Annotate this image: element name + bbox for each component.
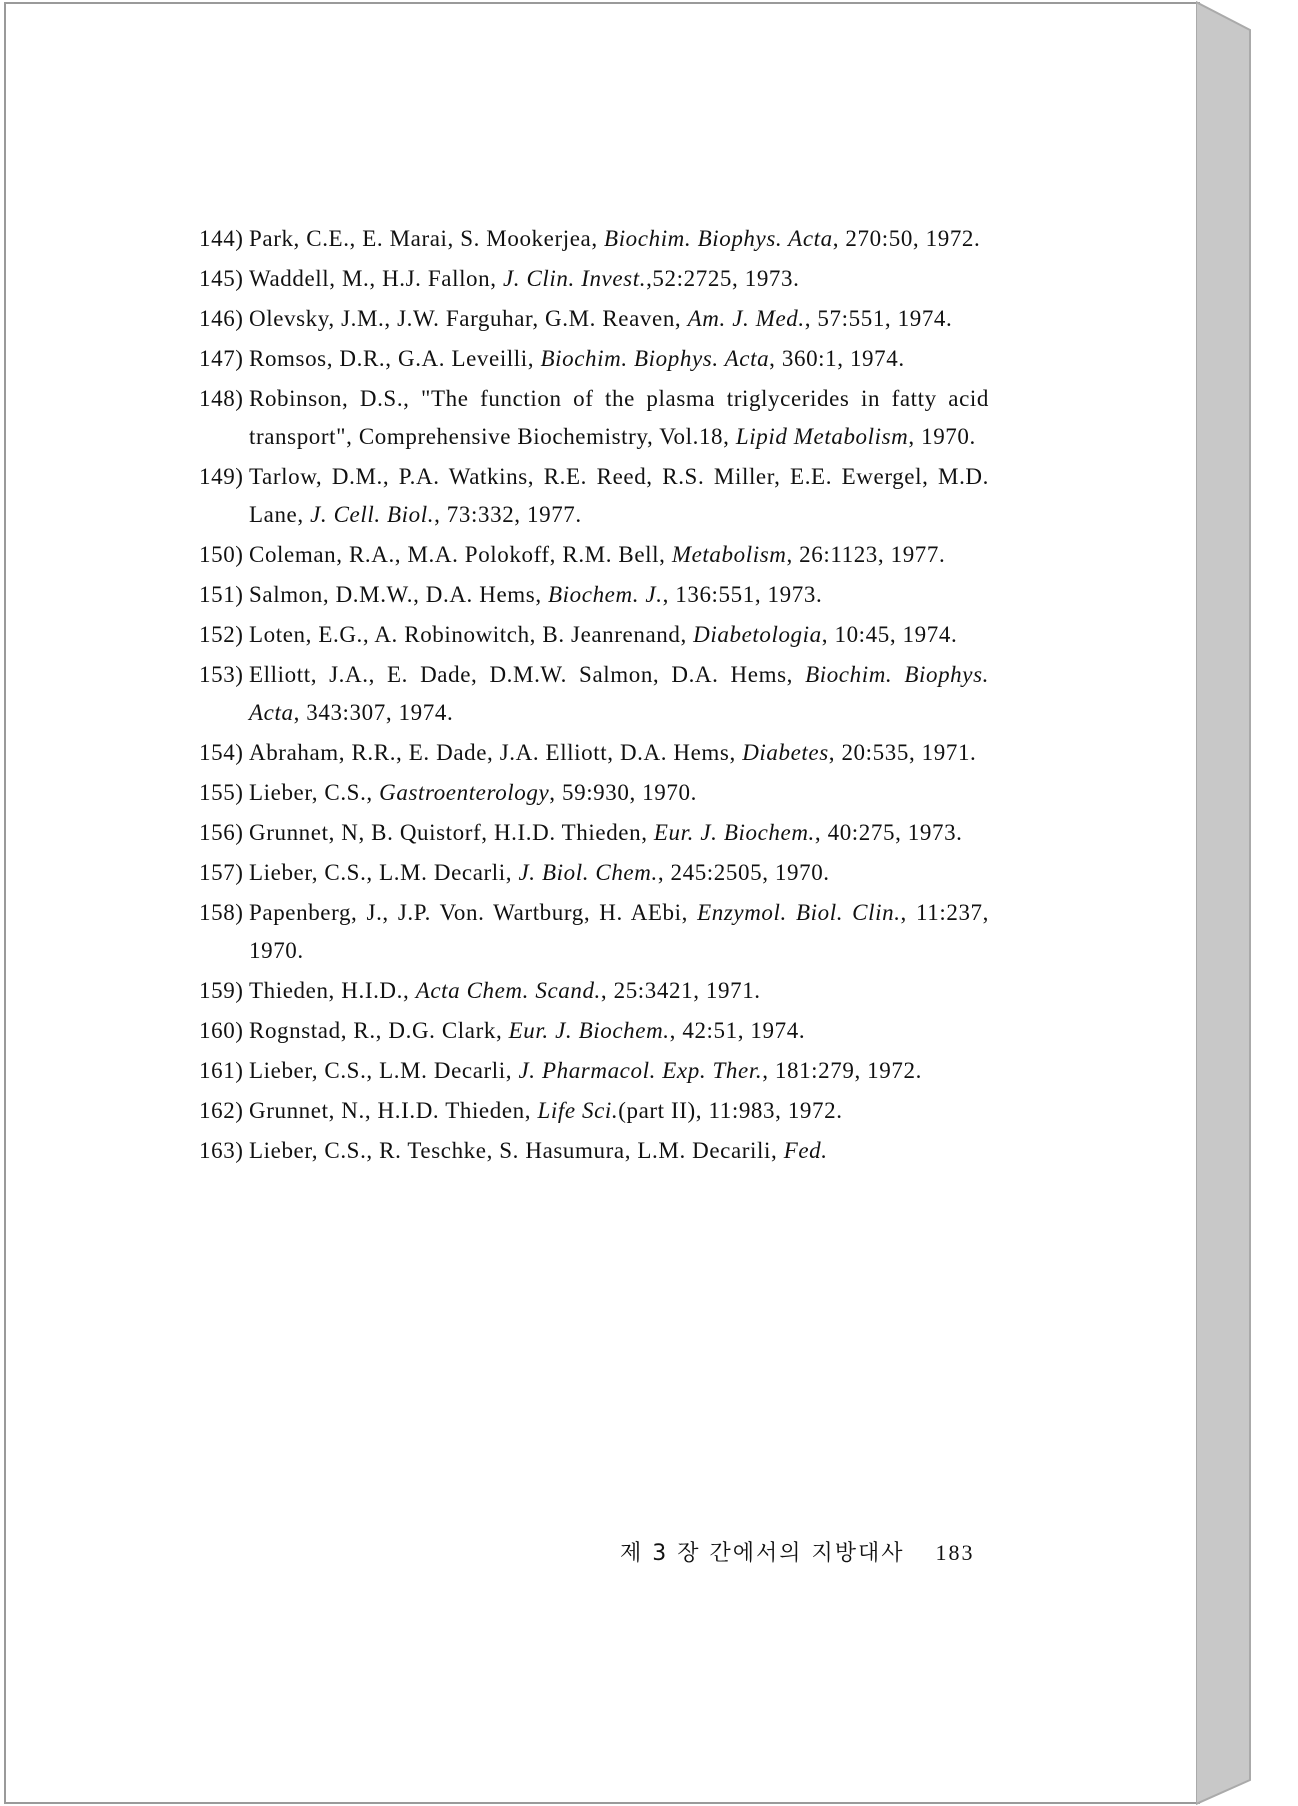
reference-text: Olevsky, J.M., J.W. Farguhar, G.M. Reaven, <box>249 306 688 331</box>
reference-text: Thieden, H.I.D., <box>249 978 416 1003</box>
reference-number: 155) <box>199 780 244 805</box>
reference-text: , 26:1123, 1977. <box>786 542 946 567</box>
reference-item <box>199 656 989 732</box>
journal-title: Life Sci. <box>537 1098 619 1123</box>
reference-text: Grunnet, N., H.I.D. Thieden, <box>249 1098 538 1123</box>
reference-number: 158) <box>199 900 244 925</box>
journal-title: Gastroenterology <box>379 780 550 805</box>
journal-title: Eur. J. Biochem. <box>653 820 815 845</box>
reference-text: , 25:3421, 1971. <box>600 978 761 1003</box>
reference-text: Abraham, R.R., E. Dade, J.A. Elliott, D.A. Hems, <box>249 740 743 765</box>
reference-number: 154) <box>199 740 244 765</box>
reference-item <box>199 972 989 1010</box>
journal-title: Enzymol. Biol. Clin. <box>697 900 901 925</box>
reference-text: , 10:45, 1974. <box>821 622 958 647</box>
reference-item <box>199 576 989 614</box>
reference-text: Elliott, J.A., E. Dade, D.M.W. Salmon, D.A. Hems, <box>249 662 806 687</box>
reference-number: 146) <box>199 306 244 331</box>
reference-number: 163) <box>199 1138 244 1163</box>
journal-title: J. Pharmacol. Exp. Ther. <box>518 1058 763 1083</box>
journal-title: Lipid Metabolism <box>735 424 909 449</box>
reference-text: , 1970. <box>908 424 976 449</box>
reference-text: , 40:275, 1973. <box>814 820 963 845</box>
reference-text: Lieber, C.S., L.M. Decarli, <box>249 1058 519 1083</box>
reference-text: , 270:50, 1972. <box>832 226 981 251</box>
reference-number: 148) <box>199 386 244 411</box>
reference-number: 149) <box>199 464 244 489</box>
reference-number: 161) <box>199 1058 244 1083</box>
reference-item <box>199 734 989 772</box>
journal-title: Eur. J. Biochem. <box>508 1018 670 1043</box>
reference-text: Rognstad, R., D.G. Clark, <box>249 1018 509 1043</box>
reference-item <box>199 536 989 574</box>
reference-text: Lieber, C.S., R. Teschke, S. Hasumura, L.M. Decarili, <box>249 1138 784 1163</box>
reference-number: 152) <box>199 622 244 647</box>
reference-list <box>199 220 989 1172</box>
reference-number: 156) <box>199 820 244 845</box>
reference-text: Grunnet, N, B. Quistorf, H.I.D. Thieden, <box>249 820 654 845</box>
reference-number: 159) <box>199 978 244 1003</box>
reference-text: , 181:279, 1972. <box>762 1058 922 1083</box>
reference-text: , 245:2505, 1970. <box>657 860 830 885</box>
reference-text: Romsos, D.R., G.A. Leveilli, <box>249 346 541 371</box>
reference-text: Waddell, M., H.J. Fallon, <box>249 266 503 291</box>
reference-text: , 42:51, 1974. <box>669 1018 806 1043</box>
journal-title: Biochim. Biophys. Acta <box>540 346 770 371</box>
reference-item <box>199 380 989 456</box>
reference-text: ,52:2725, 1973. <box>646 266 800 291</box>
reference-text: Loten, E.G., A. Robinowitch, B. Jeanrenand, <box>249 622 694 647</box>
reference-text: , 20:535, 1971. <box>828 740 977 765</box>
reference-text: Papenberg, J., J.P. Von. Wartburg, H. AEbi, <box>249 900 698 925</box>
journal-title: Fed. <box>783 1138 828 1163</box>
reference-number: 153) <box>199 662 244 687</box>
reference-text: Tarlow, D.M., P.A. Watkins, R.E. Reed, R.S. Miller, E.E. Ewergel, M.D. Lane, <box>249 464 989 527</box>
journal-title: Diabetes <box>742 740 829 765</box>
journal-title: J. Cell. Biol. <box>310 502 435 527</box>
reference-item <box>199 1052 989 1090</box>
reference-item <box>199 814 989 852</box>
reference-item <box>199 300 989 338</box>
reference-item <box>199 260 989 298</box>
chapter-title: 제 3 장 간에서의 지방대사 <box>620 1541 905 1566</box>
page-footer <box>620 1536 975 1567</box>
reference-text: Park, C.E., E. Marai, S. Mookerjea, <box>249 226 605 251</box>
reference-item <box>199 894 989 970</box>
reference-text: , 343:307, 1974. <box>293 700 454 725</box>
reference-item <box>199 340 989 378</box>
reference-text: , 73:332, 1977. <box>434 502 582 527</box>
reference-text: , 11:237, 1970. <box>249 900 989 963</box>
journal-title: Biochim. Biophys. Acta <box>249 662 989 725</box>
reference-item <box>199 1092 989 1130</box>
reference-number: 145) <box>199 266 244 291</box>
reference-item <box>199 458 989 534</box>
page-edge-3d <box>1196 0 1298 1806</box>
reference-text: Coleman, R.A., M.A. Polokoff, R.M. Bell, <box>249 542 672 567</box>
reference-text: Lieber, C.S., <box>249 780 380 805</box>
reference-text: Lieber, C.S., L.M. Decarli, <box>249 860 519 885</box>
journal-title: J. Biol. Chem. <box>518 860 658 885</box>
reference-text: (part II), 11:983, 1972. <box>618 1098 843 1123</box>
reference-text: , 360:1, 1974. <box>769 346 905 371</box>
reference-number: 160) <box>199 1018 244 1043</box>
reference-item <box>199 1132 989 1170</box>
journal-title: Diabetologia <box>693 622 822 647</box>
reference-text: Robinson, D.S., "The function of the plasma triglycerides in fatty acid transport", Comprehensive Biochemistry, Vol.18, <box>249 386 989 449</box>
reference-number: 147) <box>199 346 244 371</box>
journal-title: J. Clin. Invest. <box>502 266 647 291</box>
reference-item <box>199 616 989 654</box>
reference-text: , 59:930, 1970. <box>549 780 697 805</box>
reference-item <box>199 774 989 812</box>
reference-number: 150) <box>199 542 244 567</box>
journal-title: Biochim. Biophys. Acta <box>604 226 833 251</box>
reference-number: 144) <box>199 226 244 251</box>
reference-item <box>199 220 989 258</box>
reference-text: , 136:551, 1973. <box>662 582 823 607</box>
reference-text: , 57:551, 1974. <box>804 306 953 331</box>
reference-item <box>199 854 989 892</box>
journal-title: Acta Chem. Scand. <box>415 978 601 1003</box>
page-number: 183 <box>935 1540 975 1565</box>
reference-text: Salmon, D.M.W., D.A. Hems, <box>249 582 549 607</box>
reference-item <box>199 1012 989 1050</box>
journal-title: Metabolism <box>671 542 787 567</box>
journal-title: Biochem. J. <box>548 582 663 607</box>
reference-number: 151) <box>199 582 244 607</box>
reference-number: 162) <box>199 1098 244 1123</box>
journal-title: Am. J. Med. <box>687 306 805 331</box>
reference-number: 157) <box>199 860 244 885</box>
